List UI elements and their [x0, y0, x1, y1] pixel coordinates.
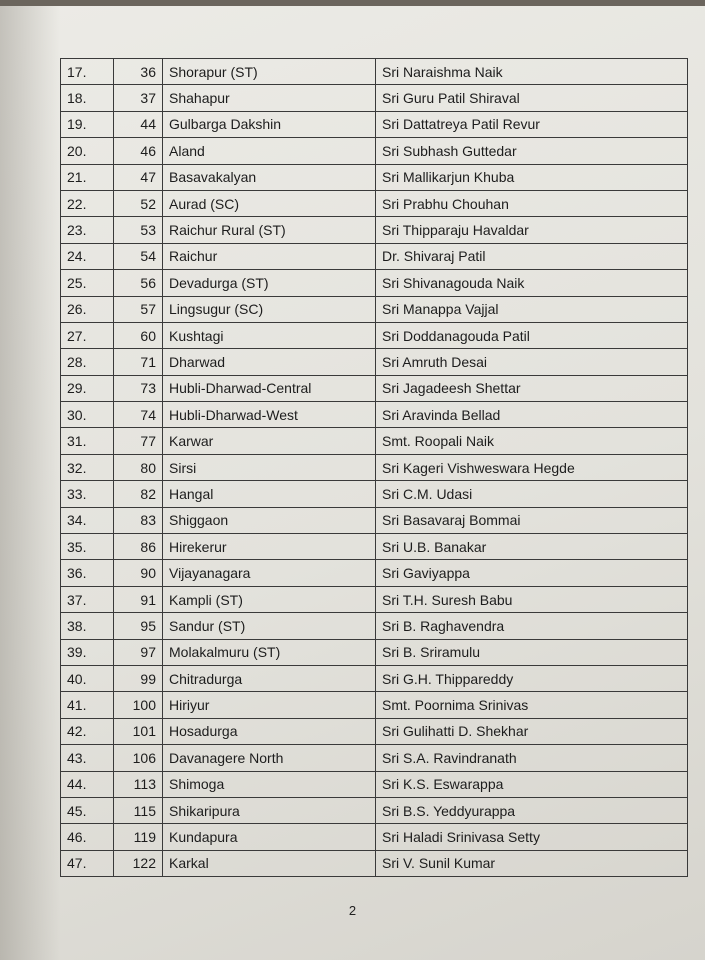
candidate-name-cell: Sri B. Sriramulu — [376, 639, 688, 665]
constituency-cell: Hubli-Dharwad-West — [163, 402, 376, 428]
constituency-cell: Kampli (ST) — [163, 586, 376, 612]
constituency-cell: Molakalmuru (ST) — [163, 639, 376, 665]
constituency-number-cell: 119 — [114, 824, 163, 850]
table-row — [61, 322, 688, 348]
serial-number-cell: 27. — [61, 322, 114, 348]
serial-number-cell: 26. — [61, 296, 114, 322]
constituency-number-cell: 57 — [114, 296, 163, 322]
serial-number-cell: 45. — [61, 797, 114, 823]
serial-number-cell: 24. — [61, 243, 114, 269]
constituency-number-cell: 97 — [114, 639, 163, 665]
table-row — [61, 850, 688, 876]
serial-number-cell: 20. — [61, 138, 114, 164]
page-top-edge — [0, 0, 705, 6]
constituency-cell: Lingsugur (SC) — [163, 296, 376, 322]
candidate-name-cell: Sri Doddanagouda Patil — [376, 322, 688, 348]
serial-number-cell: 41. — [61, 692, 114, 718]
candidate-name-cell: Sri T.H. Suresh Babu — [376, 586, 688, 612]
constituency-number-cell: 74 — [114, 402, 163, 428]
serial-number-cell: 25. — [61, 270, 114, 296]
serial-number-cell: 37. — [61, 586, 114, 612]
constituency-number-cell: 56 — [114, 270, 163, 296]
candidate-name-cell: Sri Gaviyappa — [376, 560, 688, 586]
constituency-number-cell: 122 — [114, 850, 163, 876]
serial-number-cell: 19. — [61, 111, 114, 137]
table-row — [61, 138, 688, 164]
constituency-cell: Hirekerur — [163, 534, 376, 560]
constituency-cell: Shiggaon — [163, 507, 376, 533]
serial-number-cell: 33. — [61, 481, 114, 507]
constituency-number-cell: 100 — [114, 692, 163, 718]
serial-number-cell: 18. — [61, 85, 114, 111]
constituency-number-cell: 53 — [114, 217, 163, 243]
table-row — [61, 402, 688, 428]
candidate-name-cell: Sri V. Sunil Kumar — [376, 850, 688, 876]
constituency-number-cell: 80 — [114, 454, 163, 480]
candidate-name-cell: Sri Gulihatti D. Shekhar — [376, 718, 688, 744]
constituency-number-cell: 71 — [114, 349, 163, 375]
table-row — [61, 454, 688, 480]
candidate-name-cell: Sri C.M. Udasi — [376, 481, 688, 507]
table-row — [61, 534, 688, 560]
constituency-number-cell: 86 — [114, 534, 163, 560]
candidate-name-cell: Sri Kageri Vishweswara Hegde — [376, 454, 688, 480]
constituency-cell: Karwar — [163, 428, 376, 454]
candidate-name-cell: Sri Mallikarjun Khuba — [376, 164, 688, 190]
serial-number-cell: 38. — [61, 613, 114, 639]
constituency-cell: Kushtagi — [163, 322, 376, 348]
table-row — [61, 507, 688, 533]
candidate-name-cell: Sri K.S. Eswarappa — [376, 771, 688, 797]
serial-number-cell: 23. — [61, 217, 114, 243]
serial-number-cell: 40. — [61, 665, 114, 691]
constituency-cell: Shahapur — [163, 85, 376, 111]
constituency-number-cell: 115 — [114, 797, 163, 823]
constituency-number-cell: 46 — [114, 138, 163, 164]
candidate-table-body — [61, 59, 688, 877]
table-row — [61, 613, 688, 639]
constituency-number-cell: 113 — [114, 771, 163, 797]
table-row — [61, 349, 688, 375]
constituency-cell: Karkal — [163, 850, 376, 876]
constituency-number-cell: 99 — [114, 665, 163, 691]
constituency-cell: Davanagere North — [163, 745, 376, 771]
candidate-name-cell: Sri Dattatreya Patil Revur — [376, 111, 688, 137]
table-row — [61, 639, 688, 665]
constituency-number-cell: 101 — [114, 718, 163, 744]
constituency-number-cell: 37 — [114, 85, 163, 111]
table-row — [61, 190, 688, 216]
table-row — [61, 560, 688, 586]
table-row — [61, 481, 688, 507]
constituency-number-cell: 44 — [114, 111, 163, 137]
constituency-cell: Shimoga — [163, 771, 376, 797]
constituency-number-cell: 52 — [114, 190, 163, 216]
constituency-number-cell: 54 — [114, 243, 163, 269]
constituency-number-cell: 83 — [114, 507, 163, 533]
constituency-number-cell: 91 — [114, 586, 163, 612]
constituency-cell: Chitradurga — [163, 665, 376, 691]
candidate-name-cell: Sri B.S. Yeddyurappa — [376, 797, 688, 823]
table-row — [61, 243, 688, 269]
serial-number-cell: 32. — [61, 454, 114, 480]
serial-number-cell: 42. — [61, 718, 114, 744]
table-row — [61, 797, 688, 823]
serial-number-cell: 31. — [61, 428, 114, 454]
serial-number-cell: 43. — [61, 745, 114, 771]
serial-number-cell: 46. — [61, 824, 114, 850]
constituency-cell: Kundapura — [163, 824, 376, 850]
constituency-number-cell: 36 — [114, 59, 163, 85]
table-row — [61, 692, 688, 718]
constituency-number-cell: 60 — [114, 322, 163, 348]
serial-number-cell: 39. — [61, 639, 114, 665]
candidate-name-cell: Sri Thipparaju Havaldar — [376, 217, 688, 243]
serial-number-cell: 36. — [61, 560, 114, 586]
serial-number-cell: 35. — [61, 534, 114, 560]
constituency-cell: Hangal — [163, 481, 376, 507]
candidate-name-cell: Sri Basavaraj Bommai — [376, 507, 688, 533]
constituency-cell: Sirsi — [163, 454, 376, 480]
candidate-name-cell: Sri Subhash Guttedar — [376, 138, 688, 164]
serial-number-cell: 34. — [61, 507, 114, 533]
constituency-cell: Basavakalyan — [163, 164, 376, 190]
constituency-number-cell: 82 — [114, 481, 163, 507]
candidate-name-cell: Sri Manappa Vajjal — [376, 296, 688, 322]
candidate-name-cell: Sri Shivanagouda Naik — [376, 270, 688, 296]
serial-number-cell: 44. — [61, 771, 114, 797]
table-row — [61, 375, 688, 401]
page-number: 2 — [348, 903, 357, 918]
constituency-cell: Dharwad — [163, 349, 376, 375]
candidate-name-cell: Sri U.B. Banakar — [376, 534, 688, 560]
table-row — [61, 665, 688, 691]
serial-number-cell: 47. — [61, 850, 114, 876]
candidate-name-cell: Sri B. Raghavendra — [376, 613, 688, 639]
constituency-cell: Aland — [163, 138, 376, 164]
table-row — [61, 85, 688, 111]
constituency-number-cell: 106 — [114, 745, 163, 771]
constituency-cell: Devadurga (ST) — [163, 270, 376, 296]
candidate-name-cell: Sri G.H. Thippareddy — [376, 665, 688, 691]
candidate-name-cell: Sri S.A. Ravindranath — [376, 745, 688, 771]
constituency-cell: Raichur — [163, 243, 376, 269]
table-row — [61, 111, 688, 137]
constituency-number-cell: 47 — [114, 164, 163, 190]
serial-number-cell: 17. — [61, 59, 114, 85]
table-row — [61, 428, 688, 454]
serial-number-cell: 28. — [61, 349, 114, 375]
constituency-cell: Shikaripura — [163, 797, 376, 823]
constituency-number-cell: 90 — [114, 560, 163, 586]
constituency-cell: Hosadurga — [163, 718, 376, 744]
candidate-name-cell: Sri Jagadeesh Shettar — [376, 375, 688, 401]
constituency-cell: Hubli-Dharwad-Central — [163, 375, 376, 401]
constituency-number-cell: 77 — [114, 428, 163, 454]
table-row — [61, 217, 688, 243]
serial-number-cell: 30. — [61, 402, 114, 428]
candidate-name-cell: Sri Amruth Desai — [376, 349, 688, 375]
candidate-name-cell: Sri Aravinda Bellad — [376, 402, 688, 428]
table-row — [61, 296, 688, 322]
constituency-cell: Sandur (ST) — [163, 613, 376, 639]
table-row — [61, 745, 688, 771]
constituency-cell: Vijayanagara — [163, 560, 376, 586]
constituency-number-cell: 73 — [114, 375, 163, 401]
candidate-name-cell: Sri Naraishma Naik — [376, 59, 688, 85]
candidate-name-cell: Smt. Roopali Naik — [376, 428, 688, 454]
candidate-name-cell: Smt. Poornima Srinivas — [376, 692, 688, 718]
constituency-number-cell: 95 — [114, 613, 163, 639]
constituency-cell: Gulbarga Dakshin — [163, 111, 376, 137]
candidate-name-cell: Sri Haladi Srinivasa Setty — [376, 824, 688, 850]
page-shadow — [0, 0, 60, 960]
candidate-name-cell: Sri Guru Patil Shiraval — [376, 85, 688, 111]
constituency-cell: Hiriyur — [163, 692, 376, 718]
candidate-table — [60, 58, 688, 877]
table-row — [61, 164, 688, 190]
table-row — [61, 270, 688, 296]
serial-number-cell: 29. — [61, 375, 114, 401]
serial-number-cell: 21. — [61, 164, 114, 190]
candidate-name-cell: Dr. Shivaraj Patil — [376, 243, 688, 269]
table-row — [61, 718, 688, 744]
constituency-cell: Shorapur (ST) — [163, 59, 376, 85]
constituency-cell: Raichur Rural (ST) — [163, 217, 376, 243]
table-row — [61, 824, 688, 850]
serial-number-cell: 22. — [61, 190, 114, 216]
table-row — [61, 586, 688, 612]
candidate-name-cell: Sri Prabhu Chouhan — [376, 190, 688, 216]
constituency-cell: Aurad (SC) — [163, 190, 376, 216]
table-row — [61, 59, 688, 85]
table-row — [61, 771, 688, 797]
